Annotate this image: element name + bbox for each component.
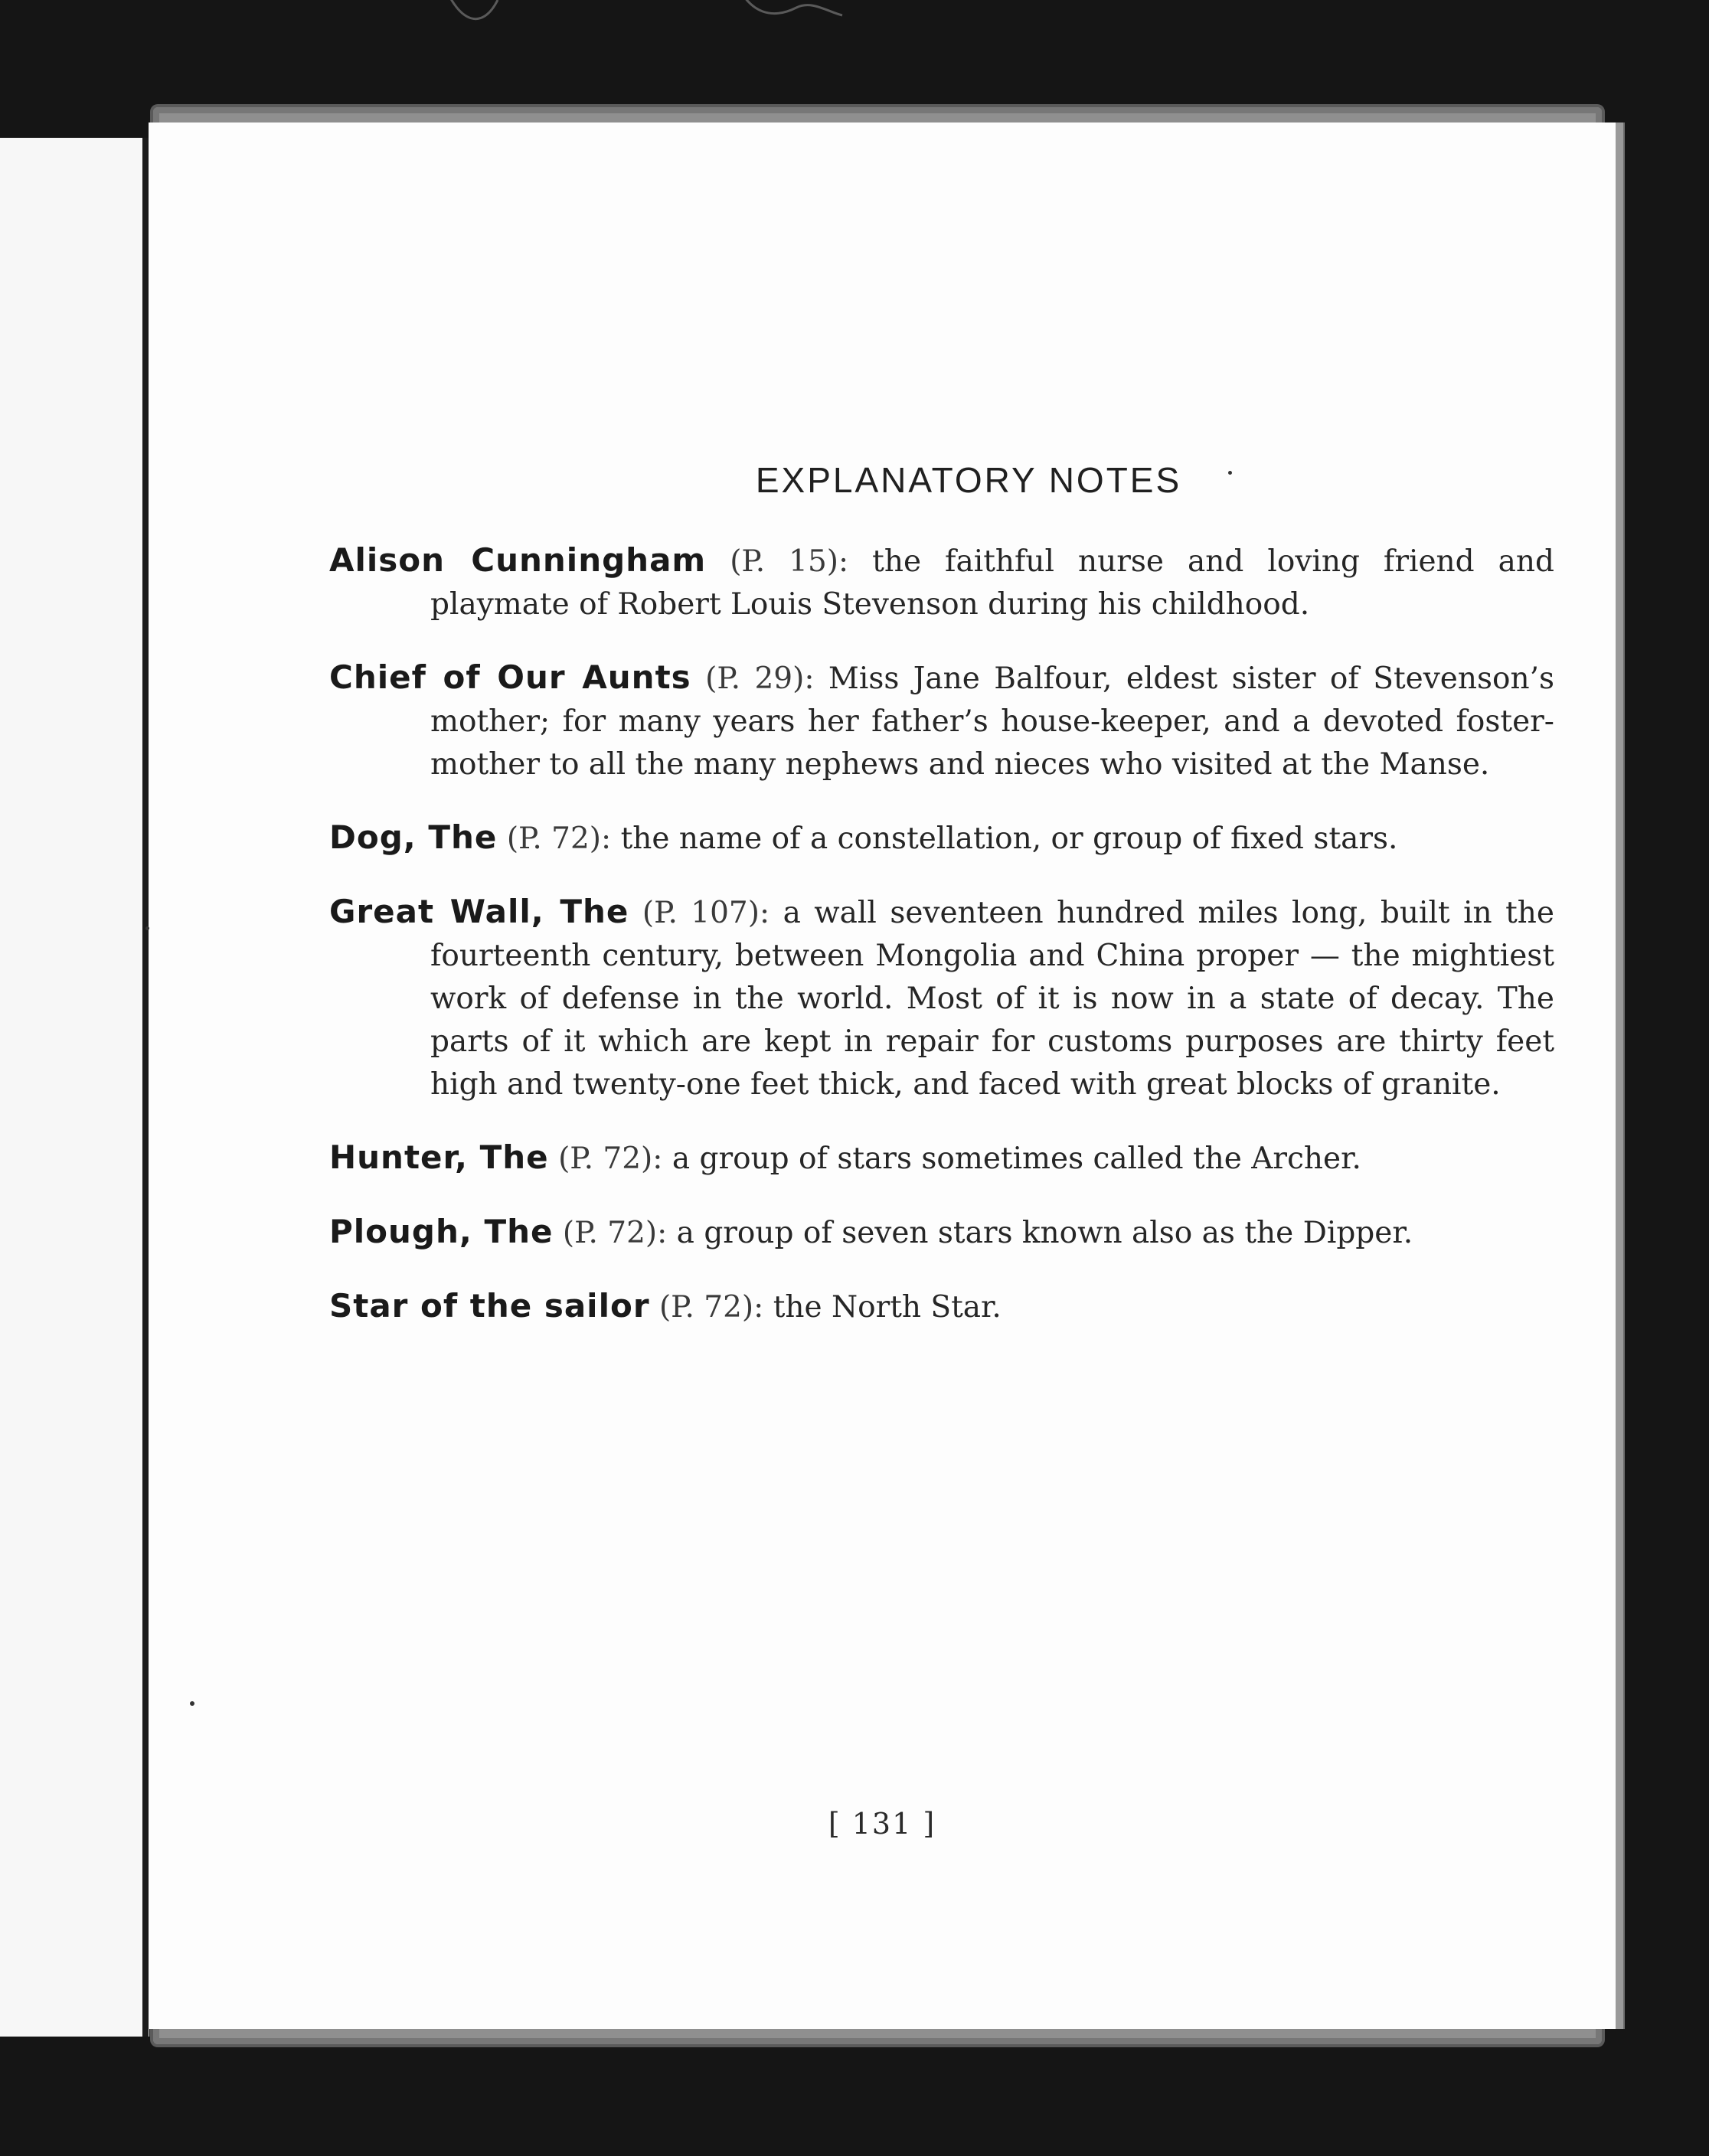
note-text: Miss Jane Balfour, eldest sister of Stevenson’s mother; for many years her father’s house-keeper, and a devoted foster-mother to all the many nephews and nieces who visited at the Manse. [430, 662, 1554, 782]
note-text: a group of seven stars known also as the Dipper. [676, 1216, 1413, 1250]
handwriting-fragment [413, 0, 949, 38]
note-term: Dog, The [329, 818, 498, 856]
note-term: Chief of Our Aunts [329, 658, 691, 696]
note-entry [329, 1210, 1554, 1255]
note-term: Alison Cunningham [329, 541, 707, 579]
book-gutter [142, 138, 149, 2037]
note-text: the faithful nurse and loving friend and playmate of Robert Louis Stevenson during his childhood. [430, 544, 1554, 622]
page-content [329, 459, 1554, 1348]
note-page-ref: (P. 72): [562, 1216, 668, 1250]
note-page-ref: (P. 29): [705, 662, 815, 696]
book-page [149, 122, 1623, 2029]
note-entry [329, 656, 1554, 786]
scan-speck [145, 926, 149, 930]
scan-speck [1228, 471, 1232, 475]
note-page-ref: (P. 72): [558, 1142, 663, 1176]
note-page-ref: (P. 72): [658, 1290, 764, 1325]
note-entry [329, 890, 1554, 1106]
note-page-ref: (P. 15): [730, 544, 849, 579]
facing-page-edge [0, 138, 149, 2037]
note-entry [329, 816, 1554, 861]
note-page-ref: (P. 72): [506, 822, 612, 856]
note-term: Plough, The [329, 1213, 554, 1250]
note-entry [329, 1136, 1554, 1181]
page-title: EXPLANATORY NOTES [755, 460, 1182, 500]
note-text: the name of a constellation, or group of fixed stars. [620, 822, 1398, 856]
note-entry [329, 539, 1554, 626]
note-term: Great Wall, The [329, 893, 629, 930]
note-term: Star of the sailor [329, 1287, 650, 1325]
scan-speck [190, 1701, 194, 1706]
note-text: the North Star. [773, 1290, 1002, 1325]
note-page-ref: (P. 107): [642, 896, 770, 930]
note-term: Hunter, The [329, 1138, 549, 1176]
note-text: a group of stars sometimes called the Archer. [672, 1142, 1361, 1176]
note-text: a wall seventeen hundred miles long, built in the fourteenth century, between Mongolia and China proper — the mightiest work of defense in the world. Most of it is now in a state of decay. The parts of it which are kept in repair for customs purposes are thirty feet high and twenty-one feet thick, and faced with great blocks of granite. [430, 896, 1554, 1102]
page-number: [ 131 ] [828, 1807, 936, 1841]
note-entry [329, 1285, 1554, 1329]
